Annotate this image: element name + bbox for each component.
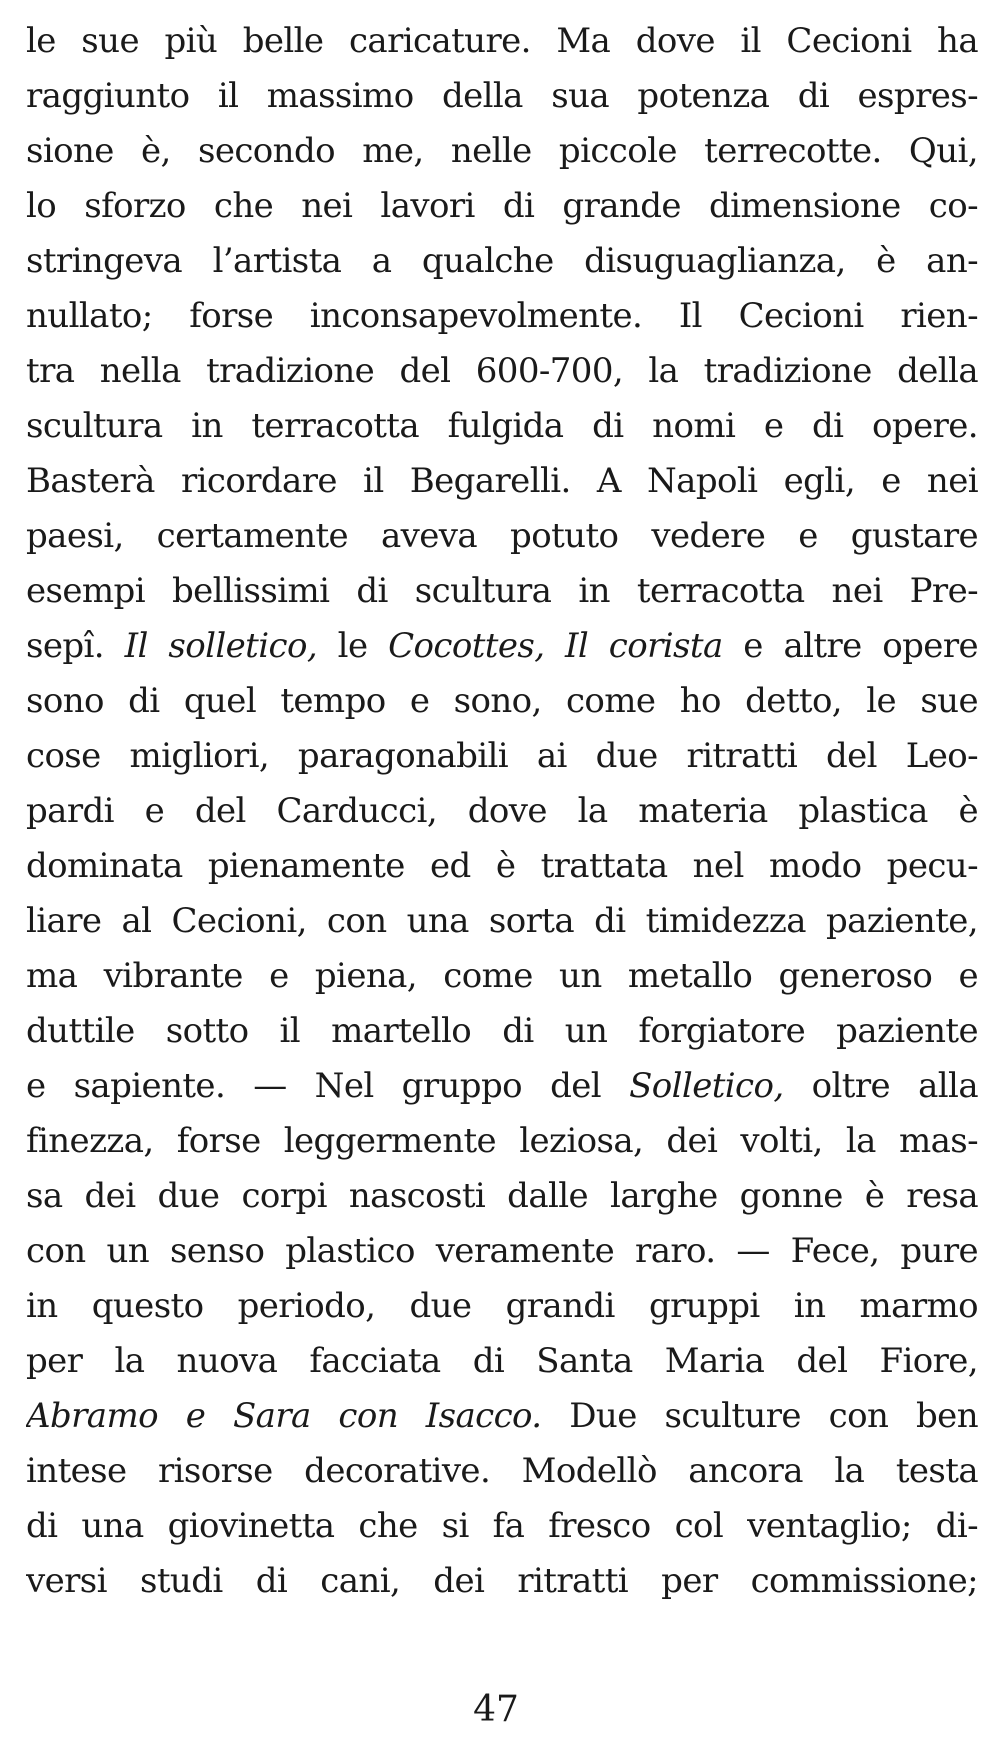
- text-line: [26, 1393, 978, 1448]
- text-line: [26, 1228, 978, 1283]
- text-line: [26, 1283, 978, 1338]
- italic-title: Abramo e Sara con Isacco.: [26, 1396, 542, 1436]
- text-run: in questo periodo, due grandi gruppi in marmo: [26, 1286, 978, 1326]
- text-run: nullato; forse inconsapevolmente. Il Cecioni rien-: [26, 296, 978, 336]
- text-line: [26, 1338, 978, 1393]
- text-run: sa dei due corpi nascosti dalle larghe gonne è resa: [26, 1176, 978, 1216]
- text-run: scultura in terracotta fulgida di nomi e di opere.: [26, 406, 978, 446]
- text-line: [26, 843, 978, 898]
- text-run: Basterà ricordare il Begarelli. A Napoli egli, e nei: [26, 461, 978, 501]
- text-run: le: [317, 626, 389, 666]
- text-run: esempi bellissimi di scultura in terracotta nei Pre-: [26, 571, 978, 611]
- text-run: intese risorse decorative. Modellò ancora la testa: [26, 1451, 978, 1491]
- text-line: [26, 128, 978, 183]
- text-line: [26, 1448, 978, 1503]
- text-run: di una giovinetta che si fa fresco col ventaglio; di-: [26, 1506, 978, 1546]
- text-line: [26, 1558, 978, 1613]
- text-line: [26, 73, 978, 128]
- text-line: [26, 348, 978, 403]
- text-run: versi studi di cani, dei ritratti per commissione;: [26, 1561, 978, 1601]
- text-run: paesi, certamente aveva potuto vedere e gustare: [26, 516, 978, 556]
- text-run: e altre opere: [722, 626, 978, 666]
- text-run: sono di quel tempo e sono, come ho detto, le sue: [26, 681, 978, 721]
- text-run: stringeva l’artista a qualche disuguaglianza, è an-: [26, 241, 978, 281]
- text-run: duttile sotto il martello di un forgiatore paziente: [26, 1011, 978, 1051]
- text-line: [26, 733, 978, 788]
- text-run: per la nuova facciata di Santa Maria del Fiore,: [26, 1341, 978, 1381]
- text-line: [26, 1173, 978, 1228]
- italic-title: Cocottes, Il corista: [388, 626, 723, 666]
- text-run: con un senso plastico veramente raro. — Fece, pure: [26, 1231, 978, 1271]
- text-run: pardi e del Carducci, dove la materia plastica è: [26, 791, 978, 831]
- text-line: [26, 238, 978, 293]
- text-run: sione è, secondo me, nelle piccole terrecotte. Qui,: [26, 131, 978, 171]
- text-run: Due sculture con ben: [541, 1396, 978, 1436]
- text-run: liare al Cecioni, con una sorta di timidezza paziente,: [26, 901, 978, 941]
- text-line: [26, 623, 978, 678]
- text-line: [26, 788, 978, 843]
- text-line: [26, 1008, 978, 1063]
- text-line: [26, 1063, 978, 1118]
- text-run: finezza, forse leggermente leziosa, dei volti, la mas-: [26, 1121, 978, 1161]
- text-line: [26, 18, 978, 73]
- text-run: tra nella tradizione del 600-700, la tradizione della: [26, 351, 978, 391]
- text-line: [26, 898, 978, 953]
- text-line: [26, 678, 978, 733]
- text-line: [26, 403, 978, 458]
- text-run: oltre alla: [783, 1066, 978, 1106]
- page-number: 47: [473, 1689, 519, 1730]
- text-run: e sapiente. — Nel gruppo del: [26, 1066, 630, 1106]
- italic-title: Il solletico,: [124, 626, 318, 666]
- text-line: [26, 568, 978, 623]
- italic-title: Solletico,: [629, 1066, 784, 1106]
- text-run: dominata pienamente ed è trattata nel modo pecu-: [26, 846, 978, 886]
- text-run: lo sforzo che nei lavori di grande dimensione co-: [26, 186, 978, 226]
- text-line: [26, 953, 978, 1008]
- text-line: [26, 1503, 978, 1558]
- text-run: raggiunto il massimo della sua potenza di espres-: [26, 76, 978, 116]
- text-run: cose migliori, paragonabili ai due ritratti del Leo-: [26, 736, 978, 776]
- text-line: [26, 183, 978, 238]
- text-run: le sue più belle caricature. Ma dove il Cecioni ha: [26, 21, 978, 61]
- text-line: [26, 513, 978, 568]
- text-line: [26, 458, 978, 513]
- text-run: ma vibrante e piena, come un metallo generoso e: [26, 956, 978, 996]
- text-run: sepî.: [26, 626, 125, 666]
- body-text: [26, 18, 978, 1613]
- text-line: [26, 1118, 978, 1173]
- text-line: [26, 293, 978, 348]
